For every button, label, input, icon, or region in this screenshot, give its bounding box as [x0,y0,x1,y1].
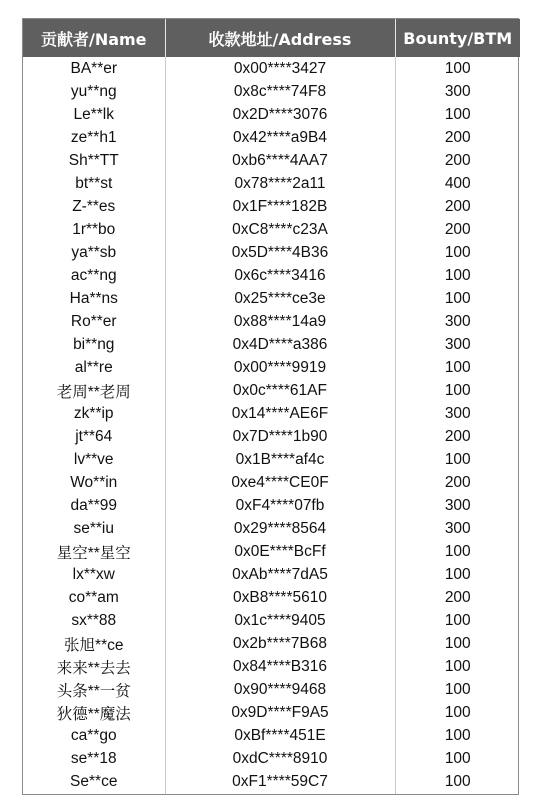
contributor-name-cell: co**am [68,588,119,606]
address-cell: 0xBf****451E [165,724,395,747]
column-header-address: 收款地址/Address [165,19,395,57]
contributor-name-cell: Ro**er [70,312,117,330]
bounty-cell: 100 [395,103,520,126]
table-row [23,586,520,609]
address-cell: 0xAb****7dA5 [165,563,395,586]
table-row [23,241,520,264]
table-row [23,218,520,241]
contributor-name-cell: Se**ce [70,773,118,790]
contributor-name-cell: 老周**老周 [56,383,131,401]
address-cell: 0x78****2a11 [165,172,395,195]
address-cell: 0xB8****5610 [165,586,395,609]
table-row [23,609,520,632]
bounty-cell: 100 [395,632,520,655]
address-cell: 0x1F****182B [165,195,395,218]
bounty-cell: 200 [395,149,520,172]
address-cell: 0x29****8564 [165,517,395,540]
address-cell: 0xC8****c23A [165,218,395,241]
bounty-cell: 100 [395,747,520,770]
table-row [23,195,520,218]
contributor-name-cell: ze**h1 [70,128,117,146]
bounty-cell: 300 [395,333,520,356]
table-row [23,678,520,701]
table-row [23,80,520,103]
table-body [23,57,520,794]
table-row [23,425,520,448]
contributor-name-cell: al**re [74,358,113,376]
table-row [23,103,520,126]
contributor-name-cell: bi**ng [73,335,115,353]
table-row [23,471,520,494]
table-row [23,57,520,80]
contributor-name-cell: 狄德**魔法 [56,705,131,723]
address-cell: 0x14****AE6F [165,402,395,425]
bounty-cell: 100 [395,701,520,724]
address-cell: 0x5D****4B36 [165,241,395,264]
address-cell: 0x25****ce3e [165,287,395,310]
address-cell: 0x7D****1b90 [165,425,395,448]
table-row [23,333,520,356]
bounty-cell: 100 [395,655,520,678]
contributor-name-cell: Sh**TT [68,151,119,169]
contributor-name-cell: Ha**ns [69,289,118,307]
contributor-name-cell: yu**ng [70,82,117,100]
address-cell: 0x84****B316 [165,655,395,678]
bounty-cell: 100 [395,609,520,632]
contributor-name-cell: lx**xw [72,565,115,583]
table-row [23,563,520,586]
address-cell: 0xe4****CE0F [165,471,395,494]
bounty-cell: 100 [395,57,520,80]
address-cell: 0x0c****61AF [165,379,395,402]
bounty-cell: 100 [395,241,520,264]
contributor-name-cell: 1r**bo [72,220,116,238]
address-cell: 0x9D****F9A5 [165,701,395,724]
table-row [23,264,520,287]
address-cell: 0xb6****4AA7 [165,149,395,172]
bounty-cell: 300 [395,80,520,103]
address-cell: 0x2b****7B68 [165,632,395,655]
address-cell: 0x42****a9B4 [165,126,395,149]
table-row [23,655,520,678]
header-row [23,19,520,57]
bounty-cell: 300 [395,517,520,540]
table-row [23,287,520,310]
table-row [23,310,520,333]
bounty-cell: 300 [395,402,520,425]
bounty-cell: 100 [395,678,520,701]
table-row [23,770,520,794]
table-row [23,747,520,770]
bounty-cell: 200 [395,586,520,609]
contributor-name-cell: lv**ve [73,450,114,468]
table-row [23,448,520,471]
bounty-cell: 300 [395,494,520,517]
contributor-name-cell: Le**lk [73,105,114,123]
contributor-name-cell: Wo**in [70,473,118,491]
contributor-name-cell: 张旭**ce [64,636,124,654]
bounty-cell: 200 [395,126,520,149]
bounty-cell: 200 [395,471,520,494]
address-cell: 0x8c****74F8 [165,80,395,103]
table-row [23,172,520,195]
address-cell: 0x1c****9405 [165,609,395,632]
table-row [23,540,520,563]
address-cell: 0xF4****07fb [165,494,395,517]
contributor-name-cell: 头条**一贫 [56,682,131,700]
bounty-cell: 100 [395,724,520,747]
bounty-table [23,19,520,794]
address-cell: 0x88****14a9 [165,310,395,333]
table-row [23,402,520,425]
column-header-bounty: Bounty/BTM [395,19,520,57]
bounty-cell: 200 [395,195,520,218]
address-cell: 0x90****9468 [165,678,395,701]
bounty-cell: 200 [395,425,520,448]
contributor-name-cell: se**18 [70,749,117,767]
contributor-name-cell: Z-**es [72,197,116,215]
address-cell: 0x6c****3416 [165,264,395,287]
table-row [23,724,520,747]
bounty-cell: 100 [395,379,520,402]
table-row [23,149,520,172]
contributor-name-cell: bt**st [75,174,113,192]
contributor-name-cell: sx**88 [71,611,117,629]
contributor-name-cell: ya**sb [71,243,117,261]
address-cell: 0xdC****8910 [165,747,395,770]
table-row [23,379,520,402]
bounty-cell: 200 [395,218,520,241]
bounty-cell: 300 [395,310,520,333]
contributor-name-cell: BA**er [70,59,118,77]
contributor-name-cell: ca**go [70,726,117,744]
contributor-name-cell: da**99 [70,496,118,514]
contributor-name-cell: jt**64 [75,427,113,445]
contributor-name-cell: zk**ip [73,404,114,422]
table-row [23,632,520,655]
table-row [23,494,520,517]
address-cell: 0x1B****af4c [165,448,395,471]
table-row [23,356,520,379]
bounty-cell: 100 [395,540,520,563]
contributor-name-cell: 星空**星空 [56,544,131,562]
contributor-name-cell: se**iu [73,519,114,537]
column-header-name: 贡献者/Name [23,19,165,57]
table-header [23,19,520,57]
table-row [23,517,520,540]
bounty-cell: 100 [395,563,520,586]
address-cell: 0x00****3427 [165,57,395,80]
bounty-cell: 100 [395,770,520,794]
address-cell: 0x00****9919 [165,356,395,379]
address-cell: 0x2D****3076 [165,103,395,126]
table-row [23,701,520,724]
address-cell: 0x4D****a386 [165,333,395,356]
bounty-cell: 100 [395,356,520,379]
bounty-table-container [22,18,519,795]
bounty-cell: 100 [395,264,520,287]
address-cell: 0xF1****59C7 [165,770,395,794]
bounty-cell: 400 [395,172,520,195]
address-cell: 0x0E****BcFf [165,540,395,563]
bounty-cell: 100 [395,287,520,310]
contributor-name-cell: ac**ng [70,266,117,284]
bounty-cell: 100 [395,448,520,471]
contributor-name-cell: 来来**去去 [56,659,131,677]
table-row [23,126,520,149]
